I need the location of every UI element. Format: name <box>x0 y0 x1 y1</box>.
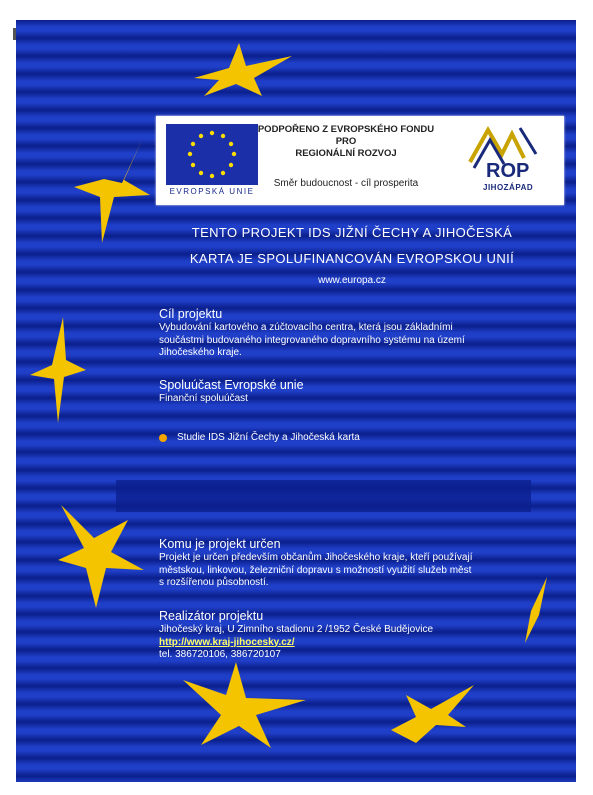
goal-line: Jihočeského kraje. <box>159 347 242 358</box>
audience-section <box>159 537 473 590</box>
implementer-title: Realizátor projektu <box>159 609 264 623</box>
star-icon <box>386 675 481 745</box>
star-icon <box>181 660 311 750</box>
implementer-link[interactable]: http://www.kraj-jihocesky.cz/ <box>159 636 295 648</box>
implementer-address: Jihočeský kraj, U Zimního stadionu 2 /1952 České Budějovice <box>159 624 434 635</box>
eu-caption: EVROPSKÁ UNIE <box>169 187 255 196</box>
rop-subtitle: JIHOZÁPAD <box>483 183 534 192</box>
star-icon <box>28 315 88 425</box>
fund-text <box>256 124 436 160</box>
cofinance-title: Spoluúčast Evropské unie <box>159 378 304 392</box>
goal-line: součástmi budovaného integrovaného dopravního systému na území <box>159 334 465 346</box>
eu-poster <box>16 20 576 782</box>
implementer-section <box>159 609 433 662</box>
headline <box>140 220 564 272</box>
goal-section <box>159 307 465 360</box>
motto: Směr budoucnost - cíl prosperita <box>273 178 419 189</box>
audience-line: Projekt je určen především občanům Jihočeského kraje, kteří používají <box>159 552 473 563</box>
headline-line: KARTA JE SPOLUFINANCOVÁN EVROPSKOU UNIÍ <box>189 251 515 266</box>
cofinance-section <box>159 378 304 406</box>
dark-band <box>116 480 531 512</box>
audience-title: Komu je projekt určen <box>159 537 281 551</box>
star-icon <box>184 38 294 98</box>
bullet-text: Studie IDS Jižní Čechy a Jihočeská karta <box>177 432 360 443</box>
audience-line: městskou, linkovou, železniční dopravu s možností využití služeb měst <box>159 564 472 576</box>
implementer-phone: tel. 386720106, 386720107 <box>159 649 281 660</box>
headline-line: TENTO PROJEKT IDS JIŽNÍ ČECHY A JIHOČESKÁ <box>191 225 513 240</box>
cofinance-body: Finanční spoluúčast <box>159 393 248 404</box>
star-icon <box>56 500 146 610</box>
fund-line: REGIONÁLNÍ ROZVOJ <box>295 148 397 159</box>
website-text: www.europa.cz <box>318 275 386 286</box>
project-bullet <box>159 432 360 443</box>
fund-line: PRO <box>335 136 357 147</box>
eu-flag-icon <box>166 124 258 185</box>
star-icon <box>521 575 551 645</box>
audience-line: s rozšířenou působností. <box>159 577 269 588</box>
bullet-icon <box>159 434 167 442</box>
funding-header <box>156 116 564 205</box>
fund-line: PODPOŘENO Z EVROPSKÉHO FONDU <box>257 124 435 135</box>
rop-title: ROP <box>486 160 530 182</box>
goal-line: Vybudování kartového a zúčtovacího centra, která jsou základními <box>159 322 453 333</box>
goal-title: Cíl projektu <box>159 307 223 321</box>
